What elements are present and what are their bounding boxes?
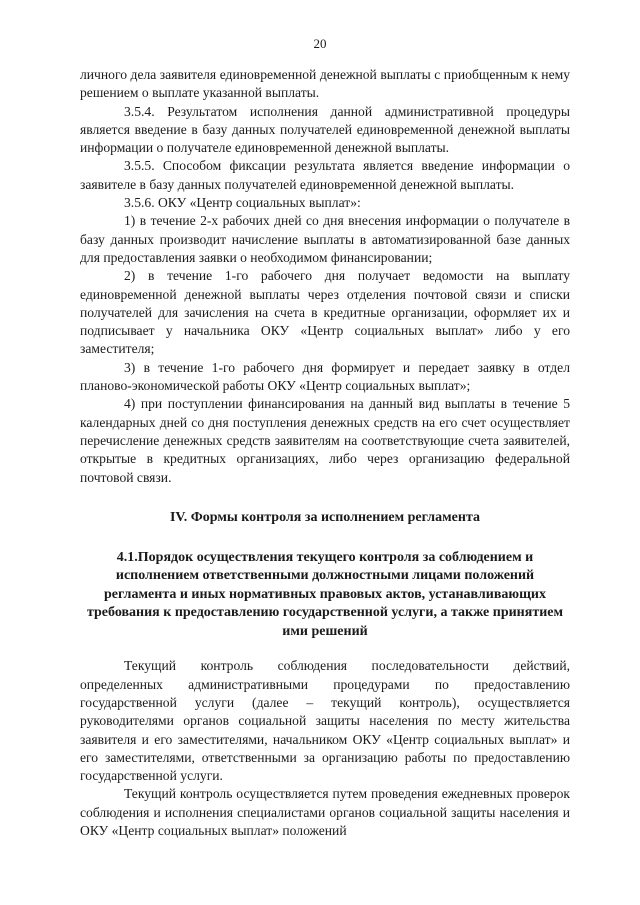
- paragraph-current-control: Текущий контроль соблюдения последовательности действий, определенных административными процедурами по предоставлению государственной услуги (далее – текущий контроль), осуществляется руководителями органов социальной защиты населения по месту жительства заявителя и его заместителями, начальником ОКУ «Центр социальных выплат» и его заместителями, ответственными за организацию работы по предоставлению государственной услуги.: [80, 658, 570, 784]
- paragraph-control-method: Текущий контроль осуществляется путем проведения ежедневных проверок соблюдения и исполнения специалистами органов социальной защиты населения и ОКУ «Центр социальных выплат» положений: [80, 786, 570, 838]
- paragraph-3-5-6: 3.5.6. ОКУ «Центр социальных выплат»:: [124, 195, 361, 211]
- list-item-3: 3) в течение 1-го рабочего дня формирует и передает заявку в отдел планово-экономической работы ОКУ «Центр социальных выплат»;: [80, 359, 570, 394]
- subsection-heading: 4.1.Порядок осуществления текущего контроля за соблюдением и исполнением ответственными должностными лицами положений регламента и иных нормативных правовых актов, устанавливающих требования к предоставлению государственной услуги, а также принятием ими решений: [86, 549, 564, 639]
- document-body: [80, 66, 570, 840]
- list-item-4: 4) при поступлении финансирования на данный вид выплаты в течение 5 календарных дней со дня поступления денежных средств на его счет осуществляет перечисление денежных средств заявителям на соответствующие счета заявителей, открытые в кредитных организациях, либо через организацию федеральной почтовой связи.: [80, 396, 570, 485]
- page-number: 20: [313, 36, 327, 51]
- list-item-1: 1) в течение 2-х рабочих дней со дня внесения информации о получателе в базу данных производит начисление выплаты в автоматизированной базе данных для предоставления заявки о необходимом финансировании;: [80, 213, 570, 265]
- paragraph-continuation: личного дела заявителя единовременной денежной выплаты с приобщенным к нему решением о выплате указанной выплаты.: [80, 67, 570, 101]
- section-heading: IV. Формы контроля за исполнением регламента: [169, 509, 481, 525]
- paragraph-3-5-4: 3.5.4. Результатом исполнения данной административной процедуры является введение в базу данных получателей единовременной денежной выплаты информации о получателе единовременной денежной выплаты.: [80, 103, 570, 156]
- paragraph-3-5-5: 3.5.5. Способом фиксации результата является введение информации о заявителе в базу данных получателей единовременной денежной выплаты.: [80, 158, 570, 192]
- list-item-2: 2) в течение 1-го рабочего дня получает ведомости на выплату единовременной денежной выплаты через отделения почтовой связи и списки получателей для зачисления на счета в кредитные организации, оформляет их и подписывает у начальника ОКУ «Центр социальных выплат» либо у его заместителя;: [80, 268, 570, 357]
